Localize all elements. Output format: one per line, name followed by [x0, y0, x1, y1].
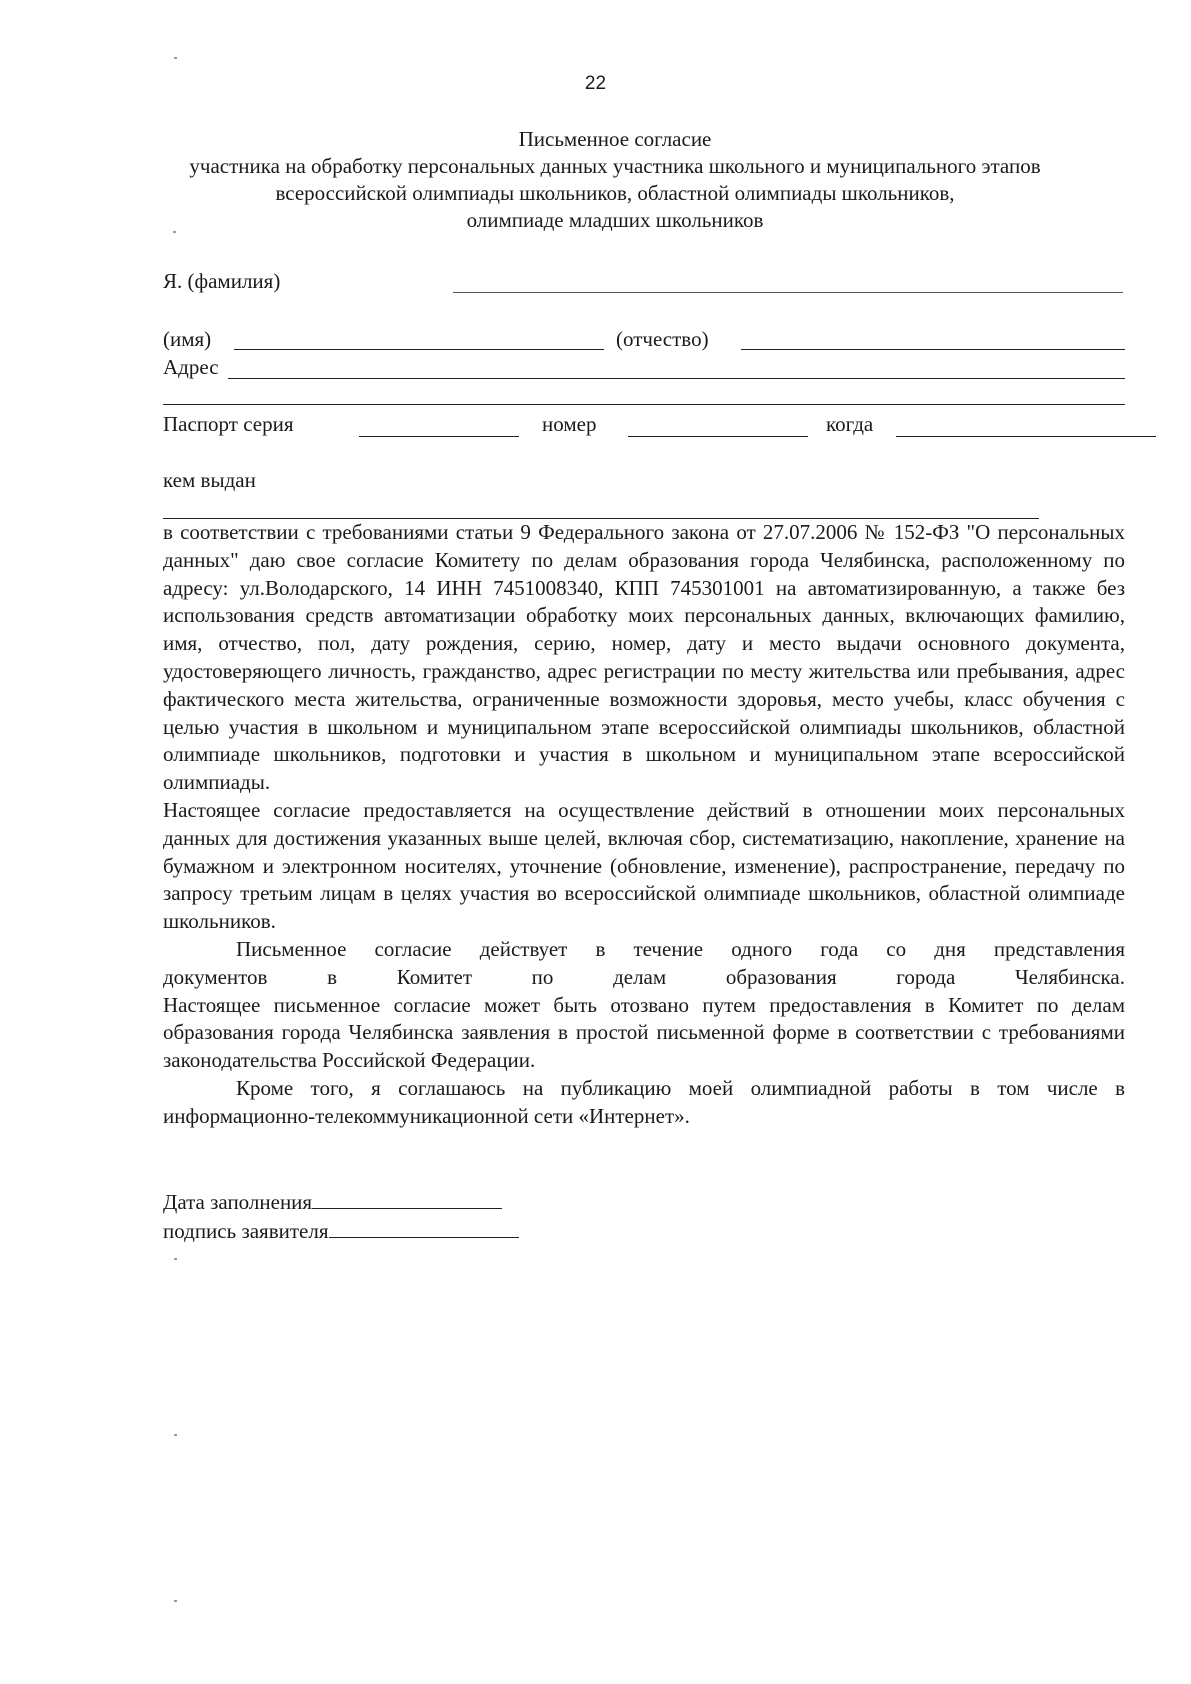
- address-row: [163, 355, 1133, 385]
- fill-date-row: [163, 1188, 519, 1217]
- consent-body: [163, 519, 1125, 1131]
- scan-speck: [174, 1434, 177, 1436]
- consent-paragraph-2: Настоящее согласие предоставляется на осуществление действий в отношении моих персональных данных для достижения указанных выше целей, включая сбор, систематизацию, накопление, хранение на бумажном и электронном носителях, уточнение (обновление, изменение), распространение, передачу по запросу третьим лицам в целях участия во всероссийской олимпиаде школьников, областной олимпиаде школьников.: [163, 797, 1125, 934]
- patronymic-label: (отчество): [616, 327, 709, 351]
- passport-series-field[interactable]: [359, 436, 519, 437]
- address-label: Адрес: [163, 355, 219, 379]
- name-label: (имя): [163, 327, 212, 351]
- address-field-line-2[interactable]: [163, 404, 1125, 405]
- consent-paragraph-4: Кроме того, я соглашаюсь на публикацию моей олимпиадной работы в том числе в информационно-телекоммуникационной сети «Интернет».: [163, 1075, 1125, 1128]
- scan-speck: [174, 1600, 177, 1602]
- passport-series-label: Паспорт серия: [163, 412, 294, 436]
- fill-date-field[interactable]: [312, 1190, 502, 1209]
- title-line-3: всероссийской олимпиады школьников, областной олимпиады школьников,: [275, 181, 955, 205]
- issued-by-row: [163, 468, 1133, 498]
- signature-label: подпись заявителя: [163, 1219, 329, 1243]
- consent-paragraph-1: в соответствии с требованиями статьи 9 Федерального закона от 27.07.2006 № 152-ФЗ "О персональных данных" даю свое согласие Комитету по делам образования города Челябинска, расположенному по адресу: ул.Володарского, 14 ИНН 7451008340, КПП 745301001 на автоматизированную, а также без использования средств автоматизации обработку моих персональных данных, включающих фамилию, имя, отчество, пол, дату рождения, серию, номер, дату и место выдачи основного документа, удостоверяющего личность, гражданство, адрес регистрации по месту жительства или пребывания, адрес фактического места жительства, ограниченные возможности здоровья, место учебы, класс обучения с целью участия в школьном и муниципальном этапе всероссийской олимпиады школьников, областной олимпиаде школьников, подготовки и участия в школьном и муниципальном этапе всероссийской олимпиады.: [163, 520, 1125, 795]
- document-title: [110, 126, 1120, 234]
- name-row: [163, 327, 1133, 357]
- title-line-2: участника на обработку персональных данных участника школьного и муниципального этапов: [189, 154, 1041, 178]
- issued-by-label: кем выдан: [163, 468, 256, 492]
- surname-field[interactable]: [453, 292, 1123, 293]
- surname-row: [163, 269, 1133, 299]
- name-field[interactable]: [234, 349, 604, 350]
- passport-row: [163, 412, 1163, 442]
- patronymic-field[interactable]: [741, 349, 1125, 350]
- passport-date-field[interactable]: [896, 436, 1156, 437]
- page-number: 22: [584, 73, 607, 94]
- scan-speck: [174, 57, 177, 59]
- passport-date-label: когда: [826, 412, 874, 436]
- signature-row: [163, 1217, 519, 1246]
- consent-paragraph-3-line-2: документов в Комитет по делам образования города Челябинска.: [163, 964, 1125, 989]
- passport-number-label: номер: [542, 412, 597, 436]
- signature-block: [163, 1188, 519, 1246]
- signature-field[interactable]: [329, 1219, 519, 1238]
- title-line-4: олимпиаде младших школьников: [466, 208, 764, 232]
- surname-label: Я. (фамилия): [163, 269, 281, 293]
- consent-paragraph-3-rest: Настоящее письменное согласие может быть отозвано путем предоставления в Комитет по делам образования города Челябинска заявления в простой письменной форме в соответствии с требованиями законодательства Российской Федерации.: [163, 992, 1125, 1073]
- address-field[interactable]: [228, 378, 1125, 379]
- passport-number-field[interactable]: [628, 436, 808, 437]
- fill-date-label: Дата заполнения: [163, 1190, 313, 1214]
- consent-paragraph-3-line-1: Письменное согласие действует в течение одного года со дня представления: [236, 936, 1125, 961]
- title-line-1: Письменное согласие: [518, 127, 712, 151]
- scan-speck: [174, 1258, 177, 1260]
